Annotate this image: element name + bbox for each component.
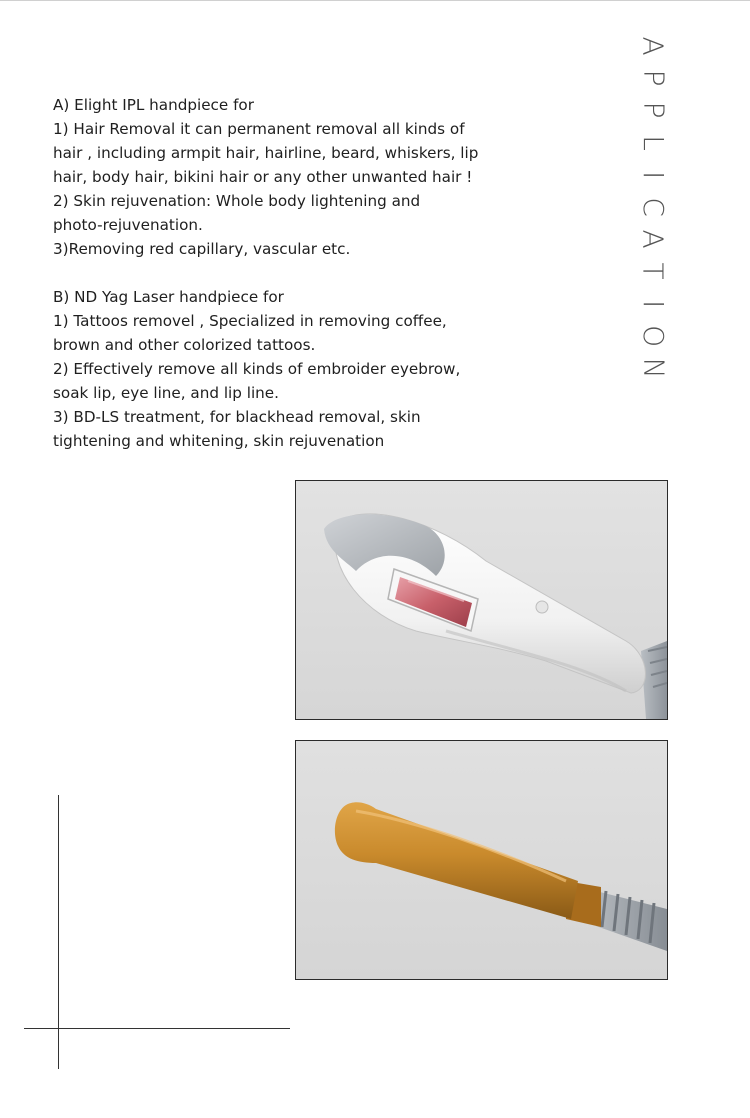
- application-description: [53, 93, 483, 453]
- title-letter: C: [637, 197, 671, 217]
- section-a-line: 3)Removing red capillary, vascular etc.: [53, 240, 351, 258]
- title-letter: T: [637, 262, 671, 280]
- title-letter: A: [637, 36, 671, 56]
- section-b-line: 3) BD-LS treatment, for blackhead removal, skin: [53, 408, 421, 426]
- nd-yag-handpiece-photo: [295, 740, 668, 980]
- ipl-handpiece-illustration: [296, 481, 667, 719]
- section-b-heading: B) ND Yag Laser handpiece for: [53, 288, 284, 306]
- title-letter: I: [637, 299, 671, 308]
- title-letter: N: [637, 357, 671, 379]
- nd-yag-handpiece-illustration: [296, 741, 667, 979]
- section-spacer: [53, 261, 483, 285]
- title-letter: I: [637, 170, 671, 179]
- section-a-line: photo-rejuvenation.: [53, 216, 203, 234]
- top-divider: [0, 0, 750, 1]
- section-b-line: 1) Tattoos removel , Specialized in removing coffee,: [53, 312, 447, 330]
- title-letter: P: [637, 69, 671, 87]
- title-letter: L: [637, 134, 671, 151]
- section-b-line: 2) Effectively remove all kinds of embroider eyebrow,: [53, 360, 461, 378]
- section-a-line: 1) Hair Removal it can permanent removal all kinds of: [53, 120, 465, 138]
- title-letter: P: [637, 102, 671, 119]
- section-a-line: hair, body hair, bikini hair or any other unwanted hair !: [53, 168, 473, 186]
- section-b-line: brown and other colorized tattoos.: [53, 336, 316, 354]
- ipl-handpiece-photo: [295, 480, 668, 720]
- section-b-line: soak lip, eye line, and lip line.: [53, 384, 279, 402]
- section-a-heading: A) Elight IPL handpiece for: [53, 96, 254, 114]
- section-b-line: tightening and whitening, skin rejuvenation: [53, 432, 385, 450]
- title-letter: O: [637, 324, 671, 347]
- decorative-horizontal-line: [24, 1028, 290, 1029]
- section-a-line: 2) Skin rejuvenation: Whole body lightening and: [53, 192, 421, 210]
- section-a-line: hair , including armpit hair, hairline, beard, whiskers, lip: [53, 144, 479, 162]
- title-letter: A: [637, 229, 671, 249]
- application-vertical-title: [636, 30, 670, 384]
